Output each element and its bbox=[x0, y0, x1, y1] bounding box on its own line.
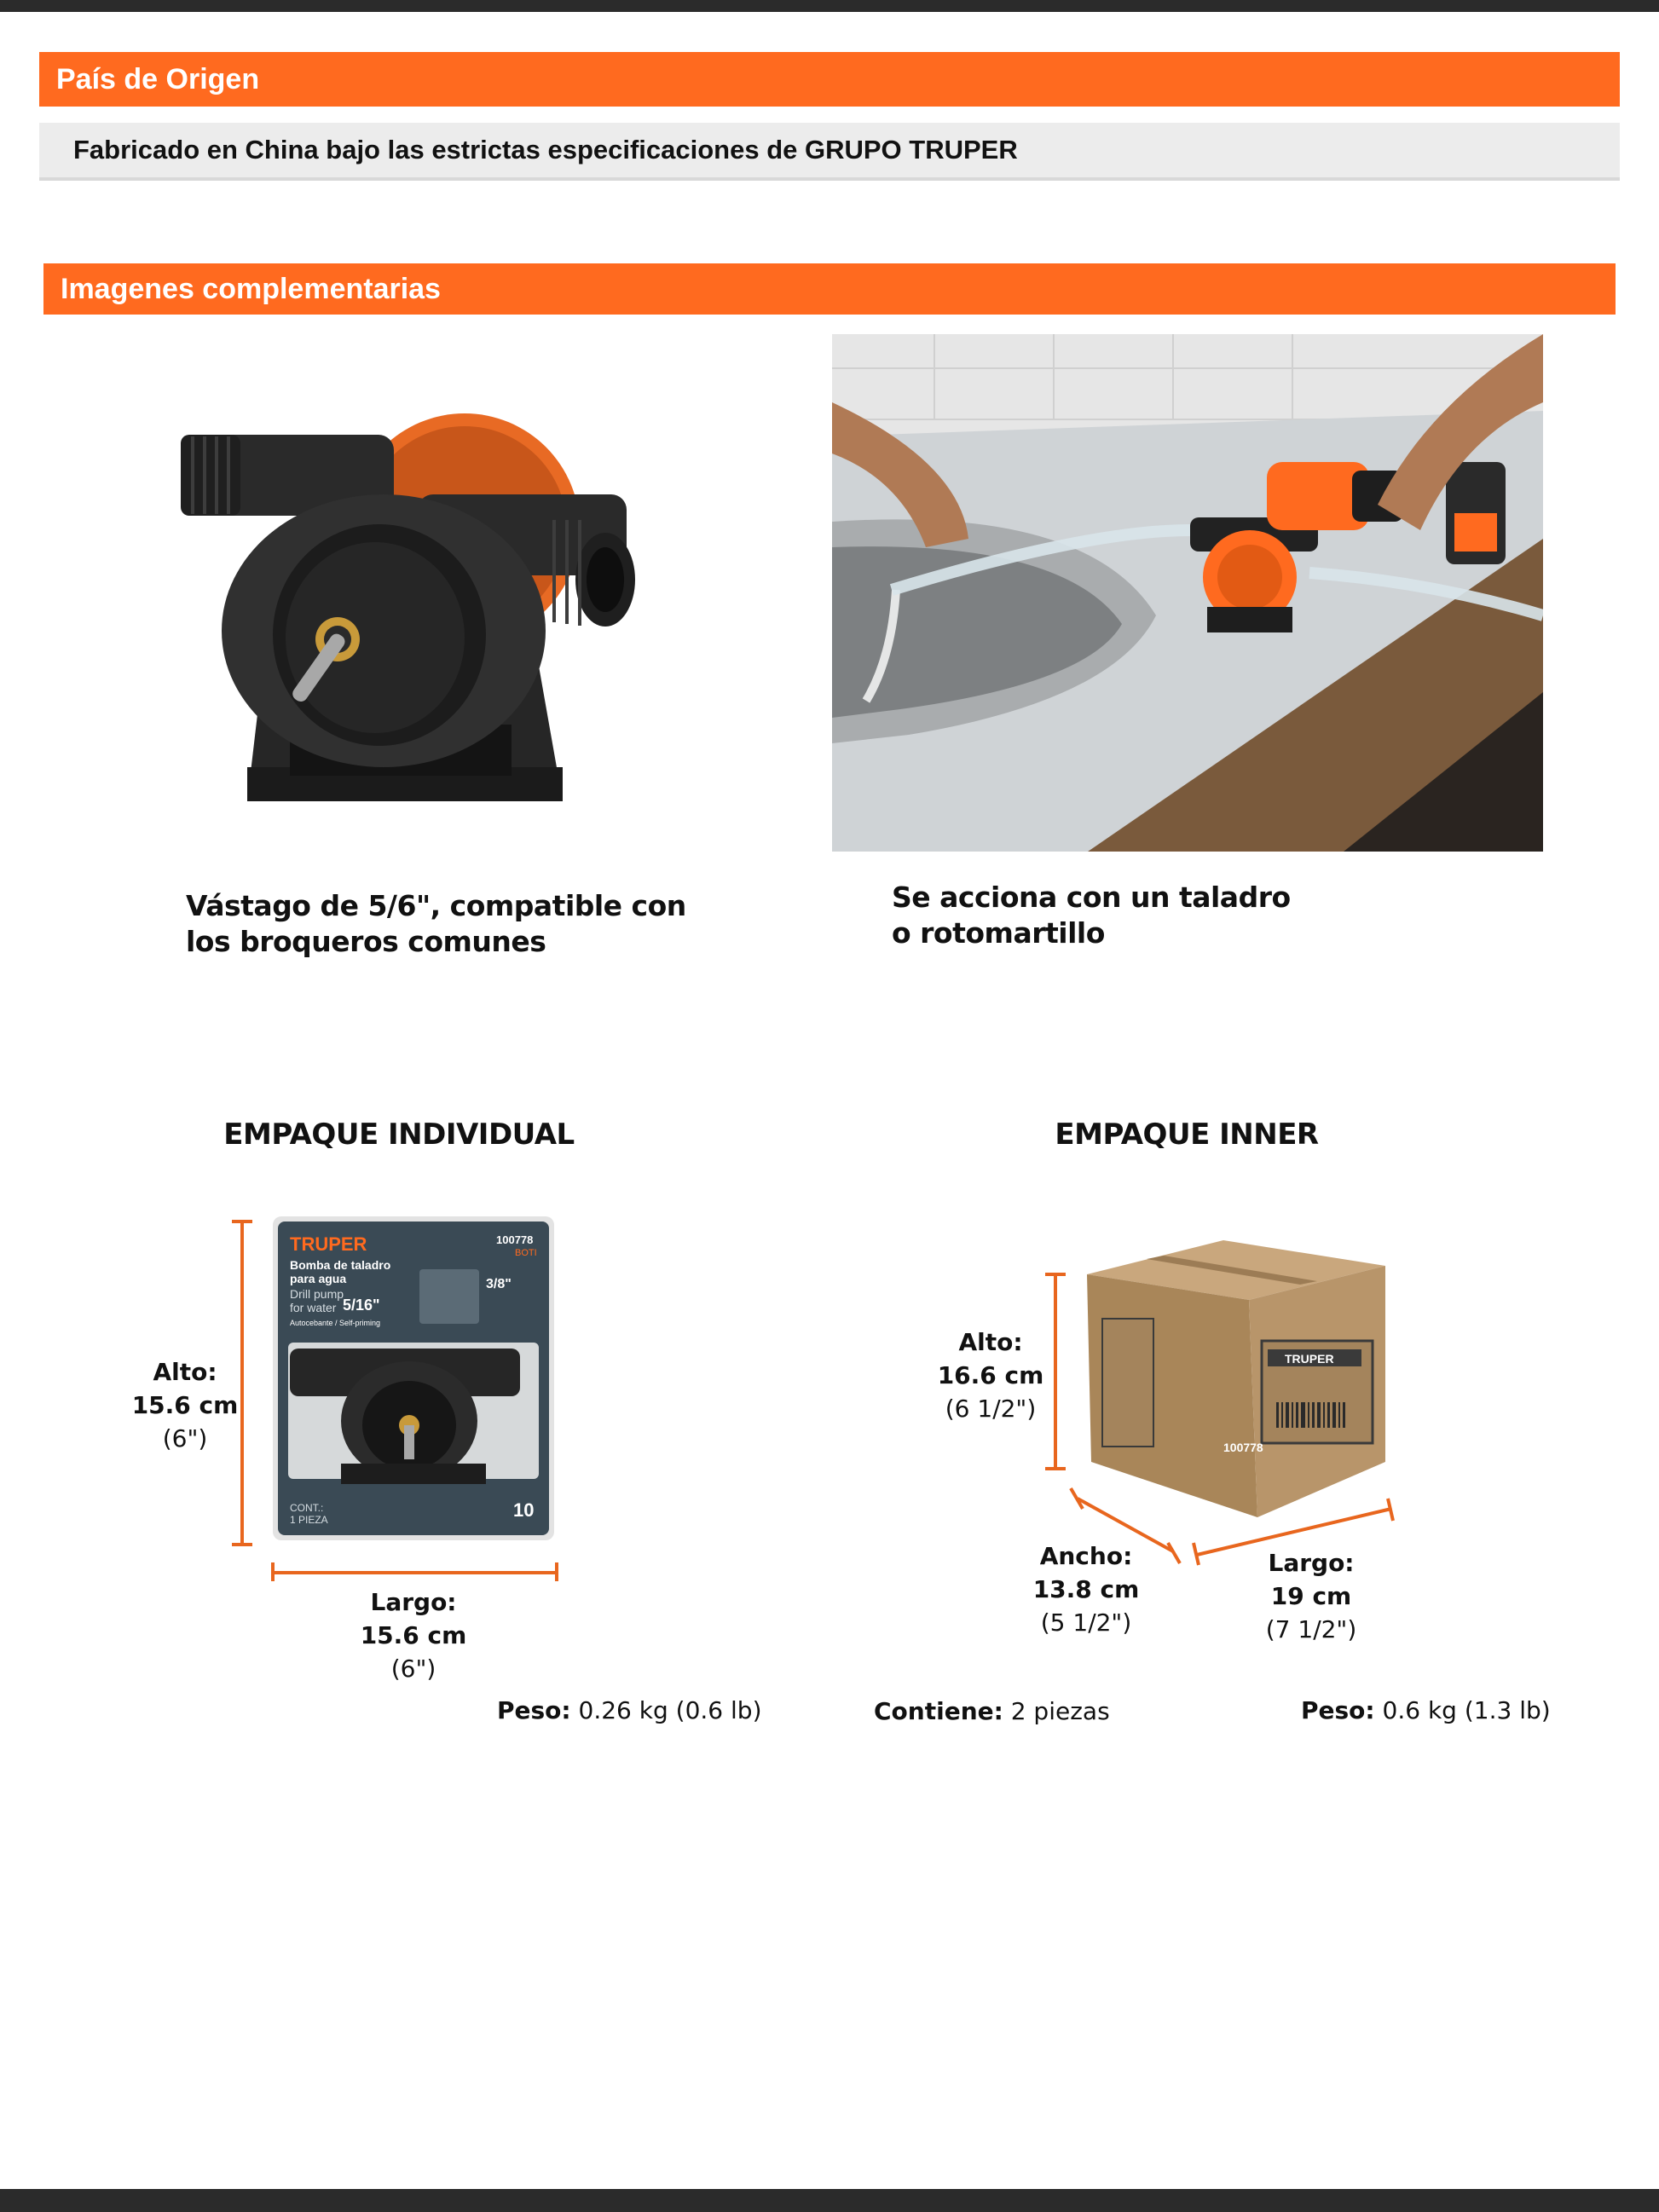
box-brand: TRUPER bbox=[1285, 1352, 1334, 1366]
card-size-2: 3/8" bbox=[486, 1277, 512, 1291]
inner-contents-label: Contiene: bbox=[874, 1697, 1003, 1725]
inner-contents-value: 2 piezas bbox=[1003, 1697, 1110, 1725]
cardboard-box-photo bbox=[1087, 1240, 1390, 1522]
sink-usage-photo bbox=[832, 334, 1543, 852]
individual-largo-imperial: (6") bbox=[390, 1655, 436, 1683]
card-code: 100778 bbox=[496, 1233, 534, 1246]
individual-pack-title: EMPAQUE INDIVIDUAL bbox=[223, 1118, 575, 1152]
blister-pack-photo bbox=[273, 1216, 554, 1540]
inner-ancho bbox=[1001, 1539, 1171, 1639]
card-model: BOTI bbox=[515, 1248, 537, 1258]
inner-ancho-value: 13.8 cm bbox=[1032, 1575, 1140, 1603]
inner-weight-value: 0.6 kg (1.3 lb) bbox=[1374, 1696, 1551, 1724]
inner-alto-value: 16.6 cm bbox=[937, 1361, 1044, 1389]
inner-alto-label: Alto: bbox=[958, 1328, 1023, 1356]
bottom-bar bbox=[0, 2189, 1659, 2212]
card-cont: CONT.: bbox=[290, 1502, 324, 1514]
inner-ancho-imperial: (5 1/2") bbox=[1040, 1608, 1132, 1637]
caption-1-line-2: los broqueros comunes bbox=[186, 925, 546, 958]
individual-alto-imperial: (6") bbox=[162, 1424, 208, 1453]
inner-largo-imperial: (7 1/2") bbox=[1265, 1615, 1357, 1643]
origin-text: Fabricado en China bajo las estrictas especificaciones de GRUPO TRUPER bbox=[73, 135, 1018, 165]
inner-largo bbox=[1226, 1546, 1396, 1646]
inner-largo-label: Largo: bbox=[1268, 1549, 1355, 1577]
inner-ancho-label: Ancho: bbox=[1039, 1542, 1133, 1570]
card-name-en-1: Drill pump bbox=[290, 1287, 344, 1301]
inner-alto bbox=[905, 1325, 1076, 1425]
individual-alto-value: 15.6 cm bbox=[131, 1391, 239, 1419]
top-bar bbox=[0, 0, 1659, 12]
caption-2-line-2: o rotomartillo bbox=[892, 916, 1105, 950]
individual-largo-label: Largo: bbox=[370, 1588, 457, 1616]
card-name-es-2: para agua bbox=[290, 1272, 347, 1285]
card-brand: TRUPER bbox=[290, 1233, 367, 1255]
card-name-en-2: for water bbox=[290, 1301, 337, 1314]
image-caption-1 bbox=[186, 888, 697, 960]
box-code: 100778 bbox=[1223, 1441, 1263, 1454]
individual-alto-label: Alto: bbox=[153, 1358, 217, 1386]
card-size-1: 5/16" bbox=[343, 1297, 380, 1314]
images-title-text: Imagenes complementarias bbox=[61, 272, 441, 305]
caption-2-line-1: Se acciona con un taladro bbox=[892, 881, 1291, 914]
individual-largo-value: 15.6 cm bbox=[360, 1621, 467, 1649]
individual-weight-label: Peso: bbox=[497, 1696, 571, 1724]
inner-pack-title: EMPAQUE INNER bbox=[1055, 1118, 1319, 1152]
origin-row bbox=[39, 123, 1620, 181]
card-warranty: 10 bbox=[513, 1499, 535, 1521]
individual-weight bbox=[497, 1696, 762, 1724]
image-caption-2 bbox=[892, 880, 1403, 951]
inner-alto-imperial: (6 1/2") bbox=[945, 1395, 1037, 1423]
origin-section-title bbox=[39, 52, 1620, 107]
card-feature: Autocebante / Self-priming bbox=[290, 1319, 381, 1327]
individual-weight-value: 0.26 kg (0.6 lb) bbox=[570, 1696, 762, 1724]
images-section-title bbox=[43, 263, 1616, 315]
inner-weight-label: Peso: bbox=[1301, 1696, 1375, 1724]
pump-product-photo bbox=[162, 401, 656, 844]
card-pieces: 1 PIEZA bbox=[290, 1514, 328, 1526]
inner-largo-value: 19 cm bbox=[1270, 1582, 1352, 1610]
inner-contents bbox=[874, 1697, 1110, 1725]
individual-largo bbox=[328, 1585, 499, 1685]
origin-title-text: País de Origen bbox=[56, 62, 260, 95]
caption-1-line-1: Vástago de 5/6", compatible con bbox=[186, 889, 686, 922]
card-name-es-1: Bomba de taladro bbox=[290, 1258, 391, 1272]
individual-alto bbox=[100, 1355, 270, 1455]
inner-weight bbox=[1301, 1696, 1551, 1724]
